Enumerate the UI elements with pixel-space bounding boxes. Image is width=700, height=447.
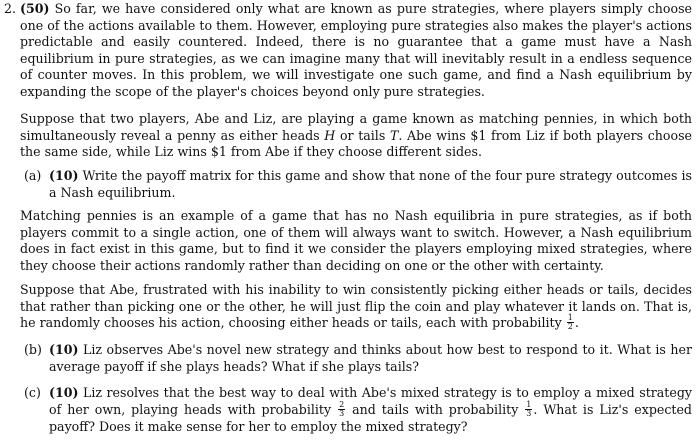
part-a-body <box>49 168 692 201</box>
part-b <box>24 342 692 376</box>
part-b-points: (10) <box>49 342 79 357</box>
part-c-text-2: and tails with probability <box>352 401 519 417</box>
part-c-text-3: . What is Liz's expected payoff? Does it make sense for her to employ the mixed strategy? <box>49 401 692 434</box>
part-b-body <box>49 342 692 375</box>
abe-strategy-text: Suppose that Abe, frustrated with his inability to win consistently picking either heads or tails, decides that rather than picking one or the other, he will just flip the coin and play whatever it lands on. That is, he randomly chooses his action, choosing either heads or tails, each with probability <box>20 282 692 330</box>
abe-strategy-end: . <box>574 315 579 330</box>
heads-probability-fraction <box>338 401 345 418</box>
tails-prob-numerator: 1 <box>526 399 532 409</box>
abe-strategy-paragraph <box>20 282 692 332</box>
abe-prob-numerator: 1 <box>567 313 573 322</box>
tails-probability-fraction <box>525 401 532 418</box>
heads-prob-denominator: 3 <box>339 408 345 418</box>
setup-text-3: . Abe wins $1 from Liz if both players choose the same side, while Liz wins $1 from Abe if they choose different sides. <box>20 127 692 159</box>
problem-intro <box>20 1 692 100</box>
setup-paragraph <box>20 111 692 161</box>
tails-symbol: T <box>389 127 399 143</box>
part-a-points: (10) <box>49 168 79 183</box>
problem-intro-text: So far, we have considered only what are known as pure strategies, where players simply choose one of the actions available to them. However, employing pure strategies also makes the player's actions predictable and easily countered. Indeed, there is no guarantee that a game must have a Nash equilibrium in pure strategies, as we can imagine many that will inevitably result in a endless sequence of counter moves. In this problem, we will investigate one such game, and find a Nash equilibrium by expanding the scope of the player's choices beyond only pure strategies. <box>20 1 692 99</box>
setup-text-1: Suppose that two players, Abe and Liz, are playing a game known as matching pennies, in which both simultaneously reveal a penny as either heads <box>20 111 692 143</box>
part-c-points: (10) <box>49 385 79 400</box>
part-c-body <box>49 385 692 435</box>
heads-symbol: H <box>324 127 336 143</box>
part-a-text: Write the payoff matrix for this game and show that none of the four pure strategy outcomes is a Nash equilibrium. <box>49 168 692 200</box>
problem-number: 2. <box>4 1 17 16</box>
setup-text-2: or tails <box>339 127 386 143</box>
part-a-label: (a) <box>24 168 42 183</box>
part-b-text: Liz observes Abe's novel new strategy and thinks about how best to respond to it. What is her average payoff if she plays heads? What if she plays tails? <box>49 342 692 374</box>
problem-points: (50) <box>20 1 50 16</box>
part-b-label: (b) <box>24 342 42 357</box>
part-c-text-1: Liz resolves that the best way to deal with Abe's mixed strategy is to employ a mixed strategy of her own, playing heads with probability <box>49 385 692 417</box>
tails-prob-denominator: 3 <box>526 408 532 418</box>
part-a <box>24 168 692 202</box>
part-c-label: (c) <box>24 385 41 400</box>
abe-probability-fraction <box>567 314 574 331</box>
part-c <box>24 385 692 445</box>
heads-prob-numerator: 2 <box>339 399 345 409</box>
mixed-strategy-intro: Matching pennies is an example of a game that has no Nash equilibria in pure strategies, as if both players commit to a single action, one of them will always want to switch. However, a Nash equilibrium does in fact exist in this game, but to find it we consider the players employing mixed strategies, where they choose their actions randomly rather than deciding on one or the other with certainty. <box>20 208 692 273</box>
abe-prob-denominator: 2 <box>567 322 573 331</box>
